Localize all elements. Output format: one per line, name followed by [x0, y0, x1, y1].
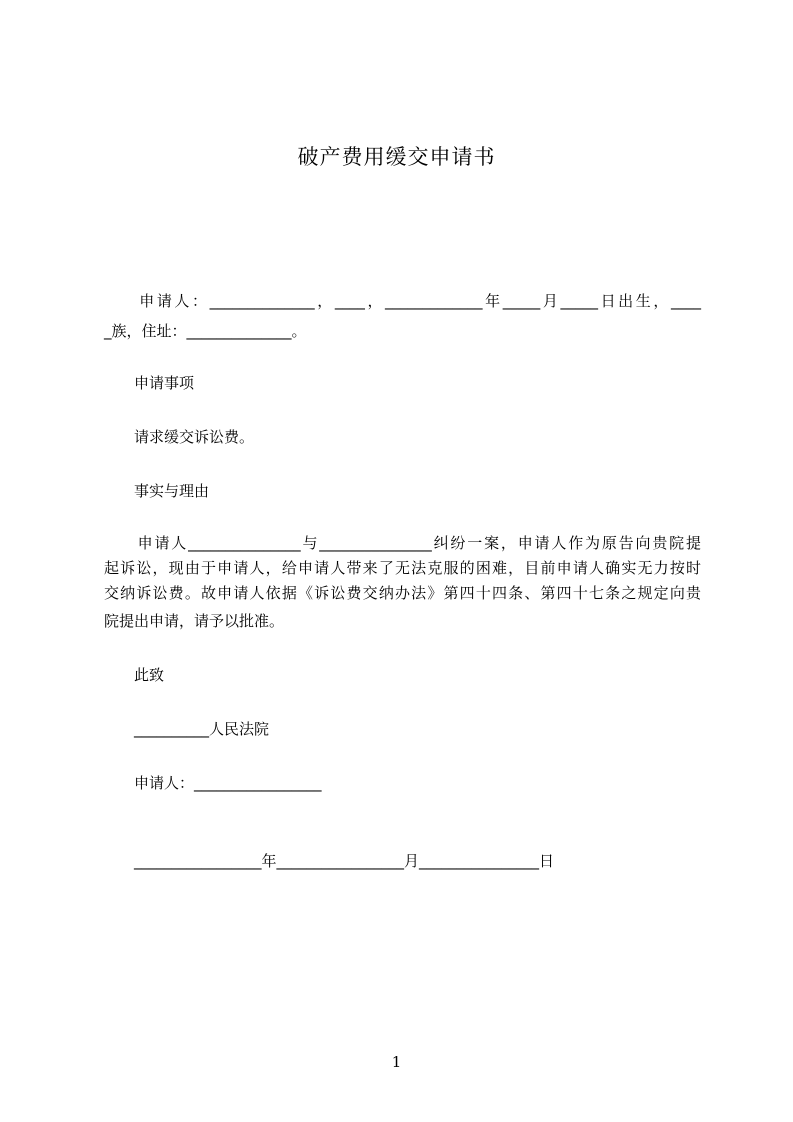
document-title: 破产费用缓交申请书 [297, 145, 496, 169]
salutation: 此致 [104, 666, 165, 684]
date-line: _________________年_________________月________________日 [104, 852, 555, 870]
facts-line-2: 起诉讼，现由于申请人，给申请人带来了无法克服的困难，目前申请人确实无力按时 [104, 559, 701, 577]
facts-line-1: 申请人_______________与_______________纠纷一案，申请人作为原告向贵院提 [104, 534, 701, 552]
facts-line-4: 院提出申请，请予以批准。 [104, 612, 285, 630]
facts-heading: 事实与理由 [104, 482, 210, 500]
page-number: 1 [391, 1053, 402, 1071]
court-line: __________人民法院 [104, 720, 270, 738]
applicant-line-2: _族，住址：______________。 [104, 322, 307, 340]
signature-line: 申请人：_________________ [104, 774, 322, 792]
applicant-line-1: 申请人：______________，____，_____________年_____月_____日出生，____ [104, 292, 701, 310]
request-heading: 申请事项 [104, 374, 195, 392]
request-content: 请求缓交诉讼费。 [104, 428, 255, 446]
facts-line-3: 交纳诉讼费。故申请人依据《诉讼费交纳办法》第四十四条、第四十七条之规定向贵 [104, 584, 701, 602]
